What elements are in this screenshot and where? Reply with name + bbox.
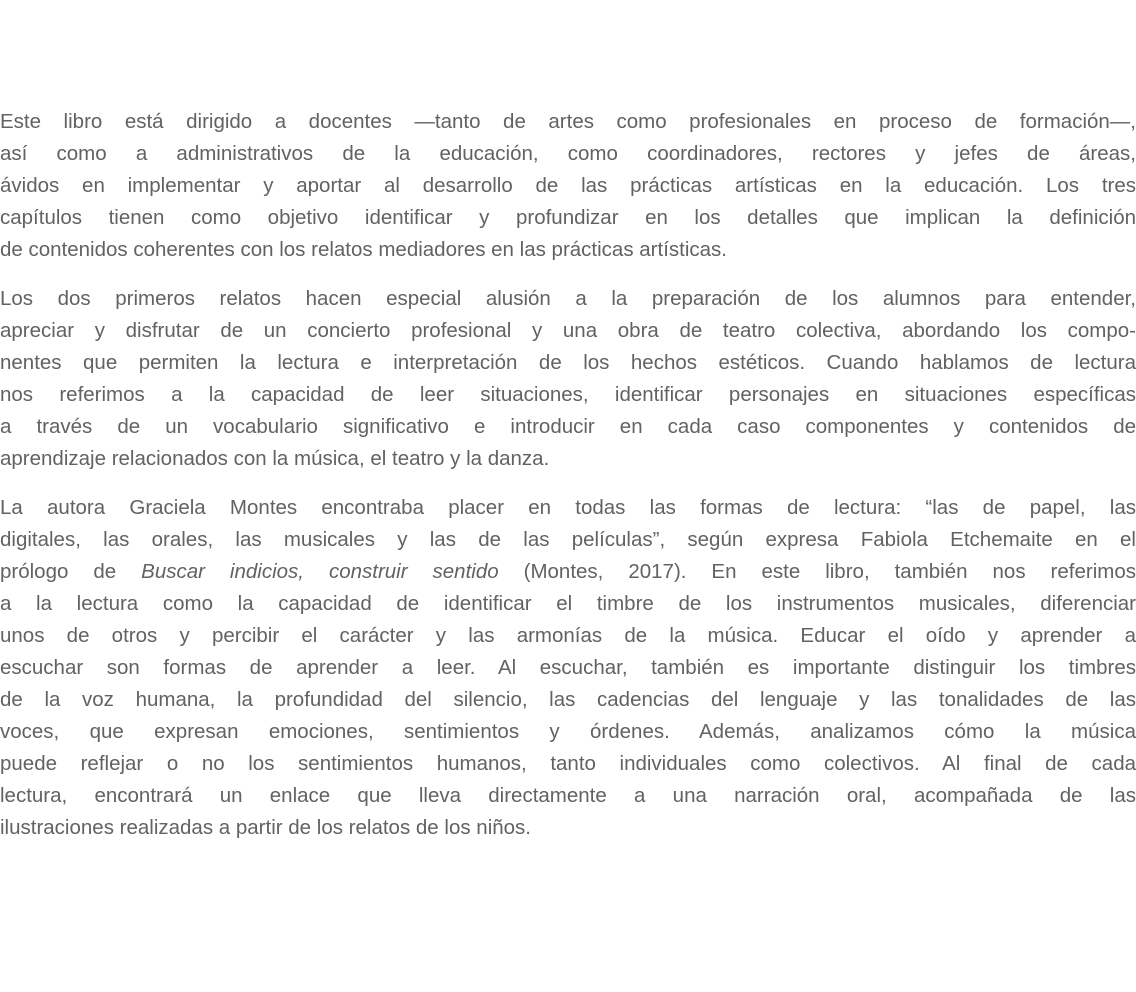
text-line: escuchar son formas de aprender a leer. Al escuchar, también es importante distinguir los timbres xyxy=(0,656,1136,679)
text-line: aprendizaje relacionados con la música, el teatro y la danza. xyxy=(0,447,550,470)
text-line: lectura, encontrará un enlace que lleva directamente a una narración oral, acompañada de las xyxy=(0,784,1136,807)
text-line: puede reflejar o no los sentimientos humanos, tanto individuales como colectivos. Al final de cada xyxy=(0,752,1136,775)
paragraph-reading-forms xyxy=(0,492,1136,844)
text-line: nos referimos a la capacidad de leer situaciones, identificar personajes en situaciones específicas xyxy=(0,383,1136,406)
text-line: capítulos tienen como objetivo identificar y profundizar en los detalles que implican la definición xyxy=(0,206,1136,229)
text-line xyxy=(0,556,1136,588)
paragraph-first-stories xyxy=(0,283,1136,475)
text-line: de la voz humana, la profundidad del silencio, las cadencias del lenguaje y las tonalidades de las xyxy=(0,688,1136,711)
text-line: nentes que permiten la lectura e interpretación de los hechos estéticos. Cuando hablamos de lectura xyxy=(0,351,1136,374)
paragraph-audience xyxy=(0,106,1136,266)
text-line: apreciar y disfrutar de un concierto profesional y una obra de teatro colectiva, abordando los compo- xyxy=(0,319,1136,342)
text-line: unos de otros y percibir el carácter y las armonías de la música. Educar el oído y aprender a xyxy=(0,624,1136,647)
text-line: de contenidos coherentes con los relatos mediadores en las prácticas artísticas. xyxy=(0,238,727,261)
text-line: La autora Graciela Montes encontraba placer en todas las formas de lectura: “las de papel, las xyxy=(0,496,1136,519)
text-line: Los dos primeros relatos hacen especial alusión a la preparación de los alumnos para entender, xyxy=(0,287,1136,310)
text-segment: prólogo de xyxy=(0,560,142,583)
document-body xyxy=(0,106,1136,861)
text-line: ilustraciones realizadas a partir de los relatos de los niños. xyxy=(0,816,531,839)
text-line: así como a administrativos de la educación, como coordinadores, rectores y jefes de áreas, xyxy=(0,142,1136,165)
text-line: a la lectura como la capacidad de identificar el timbre de los instrumentos musicales, diferenciar xyxy=(0,592,1136,615)
text-line: voces, que expresan emociones, sentimientos y órdenes. Además, analizamos cómo la música xyxy=(0,720,1136,743)
text-line: Este libro está dirigido a docentes —tanto de artes como profesionales en proceso de formación—, xyxy=(0,110,1136,133)
text-line: digitales, las orales, las musicales y las de las películas”, según expresa Fabiola Etchemaite en el xyxy=(0,528,1136,551)
text-line: a través de un vocabulario significativo e introducir en cada caso componentes y contenidos de xyxy=(0,415,1136,438)
text-line: ávidos en implementar y aportar al desarrollo de las prácticas artísticas en la educación. Los tres xyxy=(0,174,1136,197)
book-title: Buscar indicios, construir sentido xyxy=(141,560,499,583)
text-segment: (Montes, 2017). En este libro, también nos referimos xyxy=(498,560,1136,583)
